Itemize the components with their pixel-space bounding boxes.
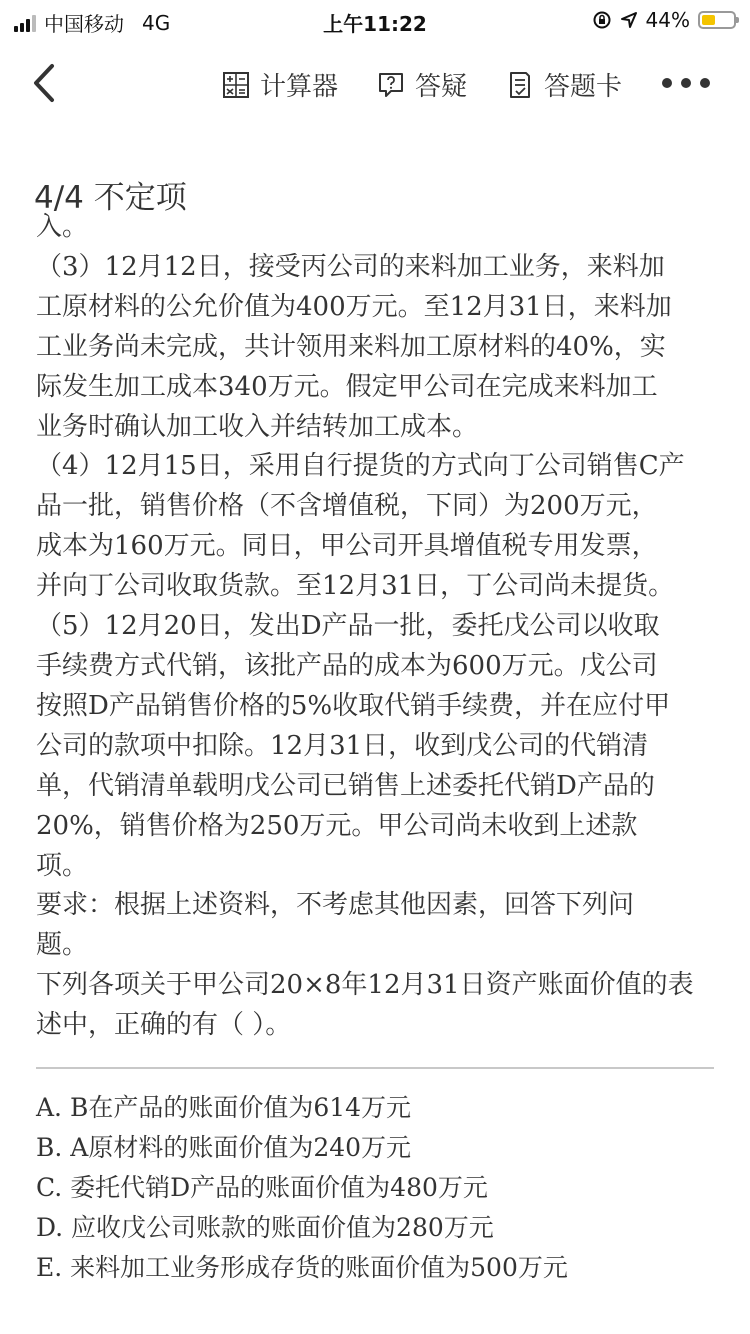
- more-icon-dot: [681, 78, 691, 88]
- question-title: 4/4 不定项: [34, 180, 187, 216]
- option-e[interactable]: E. 来料加工业务形成存货的账面价值为500万元: [36, 1253, 568, 1282]
- question-line: 入。: [36, 212, 89, 242]
- question-line: 工业务尚未完成，共计领用来料加工原材料的40%，实: [36, 331, 666, 362]
- question-line: 述中，正确的有（ ）。: [36, 1010, 292, 1041]
- nav-bar: [0, 50, 750, 116]
- option-b[interactable]: B. A原材料的账面价值为240万元: [36, 1133, 412, 1162]
- question-line: 要求：根据上述资料，不考虑其他因素，回答下列问: [36, 890, 635, 921]
- answer-card-icon: [506, 71, 534, 99]
- status-right: [592, 8, 736, 32]
- question-line: 际发生加工成本340万元。假定甲公司在完成来料加工: [36, 371, 658, 402]
- more-icon: [662, 78, 672, 88]
- option-c[interactable]: C. 委托代销D产品的账面价值为480万元: [36, 1173, 488, 1202]
- carrier-name: 中国移动: [44, 12, 124, 36]
- question-line: 业务时确认加工收入并结转加工成本。: [36, 411, 479, 442]
- question-line: （4）12月15日，采用自行提货的方式向丁公司销售C产: [36, 451, 685, 482]
- question-line: 下列各项关于甲公司20×8年12月31日资产账面价值的表: [36, 970, 694, 1001]
- location-icon: [620, 11, 638, 29]
- option-a[interactable]: A. B在产品的账面价值为614万元: [36, 1093, 412, 1122]
- battery-percent: 44%: [645, 8, 690, 32]
- qa-label: 答疑: [415, 72, 468, 102]
- question-line: 并向丁公司收取货款。至12月31日，丁公司尚未提货。: [36, 571, 675, 602]
- question-icon: [377, 71, 405, 99]
- calculator-label: 计算器: [260, 72, 339, 102]
- answer-card-button[interactable]: [506, 66, 622, 103]
- more-button[interactable]: [662, 78, 710, 88]
- more-icon-dot: [700, 78, 710, 88]
- divider: [36, 1067, 714, 1069]
- question-line: 品一批，销售价格（不含增值税，下同）为200万元，: [36, 491, 658, 522]
- battery-fill: [702, 15, 715, 25]
- status-time: 上午11:22: [323, 12, 427, 36]
- question-line: （5）12月20日，发出D产品一批，委托戊公司以收取: [36, 611, 660, 642]
- answer-options: [36, 1088, 716, 1288]
- question-line: 按照D产品销售价格的5%收取代销手续费，并在应付甲: [36, 690, 671, 721]
- question-line: 单，代销清单载明戊公司已销售上述委托代销D产品的: [36, 770, 655, 801]
- question-line: 手续费方式代销，该批产品的成本为600万元。戊公司: [36, 650, 658, 681]
- back-button[interactable]: [28, 60, 68, 106]
- answer-card-label: 答题卡: [544, 72, 623, 102]
- rotation-lock-icon: [592, 10, 612, 30]
- question-line: 成本为160万元。同日，甲公司开具增值税专用发票，: [36, 531, 658, 562]
- status-bar: [0, 0, 750, 40]
- question-line: （3）12月12日，接受丙公司的来料加工业务，来料加: [36, 251, 665, 282]
- question-line: 公司的款项中扣除。12月31日，收到戊公司的代销清: [36, 730, 649, 761]
- question-body: [36, 208, 716, 1046]
- question-line: 20%，销售价格为250万元。甲公司尚未收到上述款: [36, 810, 638, 841]
- calculator-icon: [222, 71, 250, 99]
- back-icon: [28, 60, 68, 106]
- question-line: 工原材料的公允价值为400万元。至12月31日，来料加: [36, 291, 672, 322]
- calculator-button[interactable]: [222, 66, 338, 103]
- question-line: 题。: [36, 930, 89, 961]
- question-line: 项。: [36, 850, 89, 881]
- option-d[interactable]: D. 应收戊公司账款的账面价值为280万元: [36, 1213, 494, 1242]
- qa-button[interactable]: [377, 66, 467, 103]
- battery-icon: [698, 11, 736, 29]
- network-type: 4G: [142, 10, 171, 35]
